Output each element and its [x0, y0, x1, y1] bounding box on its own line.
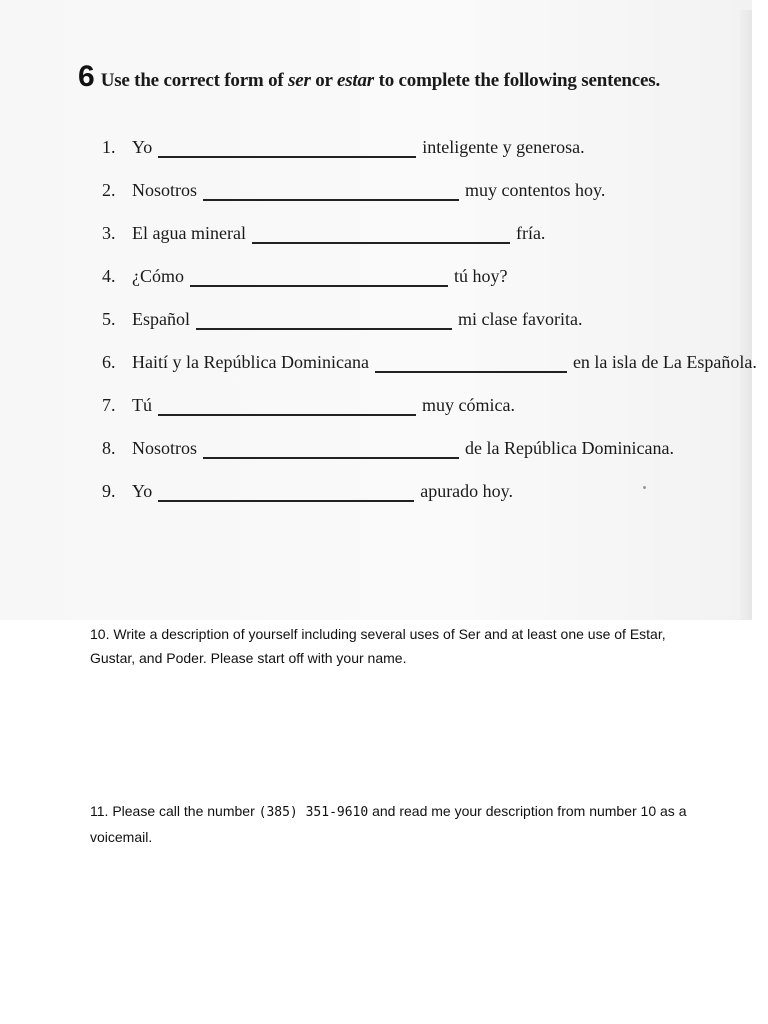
exercise-number: 6 [78, 60, 95, 93]
phone-number: (385) 351-9610 [258, 805, 369, 820]
answer-blank[interactable] [158, 138, 416, 158]
exercise-title: Use the correct form of ser or estar to complete the following sentences. [100, 70, 661, 91]
sentence-item: 7. Tú muy cómica. [102, 395, 515, 415]
answer-blank[interactable] [158, 482, 414, 502]
scan-speck [643, 486, 646, 489]
answer-blank[interactable] [375, 353, 567, 373]
answer-blank[interactable] [158, 396, 416, 416]
answer-blank[interactable] [196, 310, 452, 330]
sentence-item: 8. Nosotros de la República Dominicana. [102, 438, 674, 458]
answer-blank[interactable] [203, 181, 459, 201]
answer-blank[interactable] [252, 224, 510, 244]
sentence-item: 1. Yo inteligente y generosa. [102, 137, 585, 157]
sentence-item: 2. Nosotros muy contentos hoy. [102, 180, 606, 200]
sentence-item: 6. Haití y la República Dominicana en la isla de La Española. [102, 352, 757, 372]
sentence-item: 4. ¿Cómo tú hoy? [102, 266, 508, 286]
question-10: 10. Write a description of yourself including several uses of Ser and at least one use of Estar, Gustar, and Poder. Please start off with your name. [90, 626, 666, 666]
question-11: 11. Please call the number (385) 351-9610 and read me your description from number 10 as a voicemail. [90, 803, 687, 845]
sentence-item: 3. El agua mineral fría. [102, 223, 546, 243]
scan-edge-shadow [740, 10, 752, 620]
exercise-header [78, 62, 660, 92]
sentence-item: 5. Español mi clase favorita. [102, 309, 583, 329]
answer-blank[interactable] [203, 439, 459, 459]
sentence-item: 9. Yo apurado hoy. [102, 481, 514, 501]
answer-blank[interactable] [190, 267, 448, 287]
